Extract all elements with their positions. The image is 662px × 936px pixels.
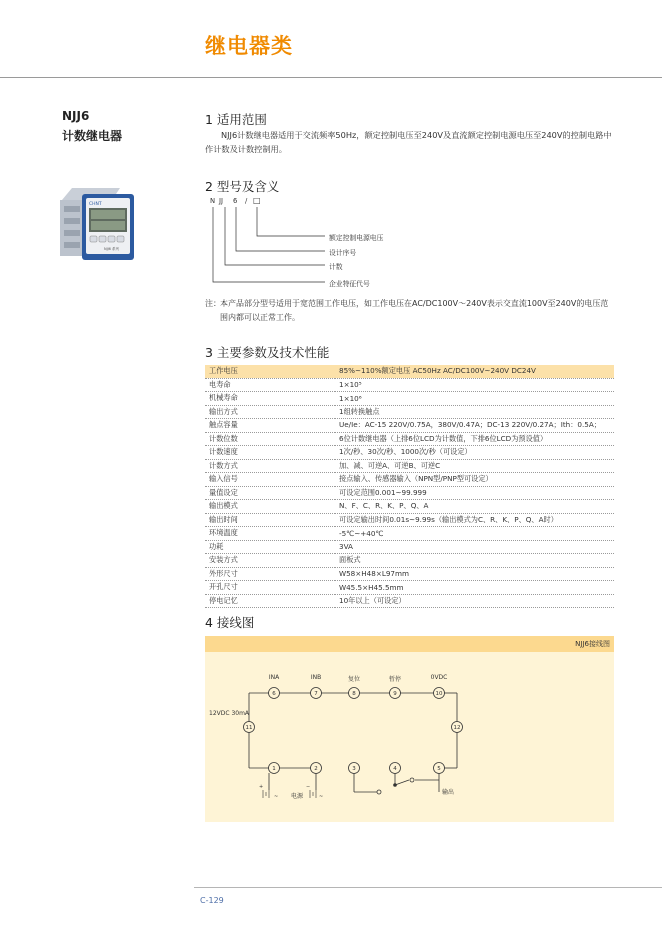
- param-value: 6位计数继电器（上排6位LCD为计数值，下排6位LCD为预设值）: [335, 432, 614, 446]
- top-label-ina: INA: [268, 674, 280, 681]
- wiring-diagram-label: NJJ6接线图: [575, 640, 610, 648]
- model-code-box: □: [253, 196, 261, 205]
- top-label-0vdc: 0VDC: [430, 674, 448, 681]
- param-key: 电寿命: [205, 378, 335, 392]
- param-key: 输出模式: [205, 500, 335, 514]
- param-value: 1×10⁶: [335, 392, 614, 406]
- model-meaning-voltage: 额定控制电源电压: [329, 234, 384, 242]
- param-key: 触点容量: [205, 419, 335, 433]
- param-row: [205, 365, 614, 378]
- model-code-jj: JJ: [219, 197, 224, 205]
- scope-text: NJJ6计数继电器适用于交流频率50Hz，额定控制电压至240V及直流额定控制电源电压至240V的控制电路中作计数及计数控制用。: [205, 130, 612, 154]
- param-value: 加、减、可逆A、可逆B、可逆C: [335, 459, 614, 473]
- terminal-6: 6: [272, 691, 276, 697]
- param-key: 工作电压: [205, 365, 335, 378]
- param-row: [205, 405, 614, 419]
- param-row: [205, 446, 614, 460]
- top-label-inb: INB: [310, 674, 322, 681]
- param-row: [205, 581, 614, 595]
- terminal-8: 8: [352, 691, 356, 697]
- param-value: W58×H48×L97mm: [335, 567, 614, 581]
- param-key: 外形尺寸: [205, 567, 335, 581]
- params-table: [205, 365, 614, 608]
- param-row: [205, 513, 614, 527]
- footer-divider: [194, 887, 662, 888]
- product-model: NJJ6: [62, 109, 90, 123]
- param-value: 1×10⁵: [335, 378, 614, 392]
- section-title-model: 2 型号及含义: [205, 179, 280, 194]
- model-code-6: 6: [233, 197, 238, 205]
- side-supply-label: 12VDC 30mA: [209, 710, 250, 717]
- param-key: 量值设定: [205, 486, 335, 500]
- param-row: [205, 432, 614, 446]
- terminal-12: 12: [453, 725, 461, 731]
- terminal-3: 3: [352, 766, 356, 772]
- param-row: [205, 459, 614, 473]
- model-meaning-count: 计数: [329, 263, 343, 271]
- param-value: -5℃~+40℃: [335, 527, 614, 541]
- power-minus-symbol: −: [306, 784, 311, 790]
- section-title-scope: 1 适用范围: [205, 112, 267, 127]
- param-value: 85%~110%额定电压 AC50Hz AC/DC100V~240V DC24V: [335, 365, 614, 378]
- param-key: 停电记忆: [205, 594, 335, 608]
- param-row: [205, 500, 614, 514]
- power-plus-symbol: +: [259, 784, 264, 790]
- terminal-4: 4: [393, 766, 397, 772]
- param-row: [205, 486, 614, 500]
- power-ac-symbol-1: ~: [274, 794, 279, 800]
- param-row: [205, 378, 614, 392]
- param-row: [205, 594, 614, 608]
- param-row: [205, 554, 614, 568]
- param-value: 1次/秒、30次/秒、1000次/秒（可设定）: [335, 446, 614, 460]
- power-ac-symbol-2: ~: [319, 794, 324, 800]
- param-row: [205, 419, 614, 433]
- param-value: 可设定输出时间0.01s~9.99s（输出模式为C、R、K、P、Q、A时）: [335, 513, 614, 527]
- param-key: 开孔尺寸: [205, 581, 335, 595]
- device-brand-label: CHNT: [89, 202, 102, 207]
- param-key: 输出时间: [205, 513, 335, 527]
- header-divider: [0, 77, 662, 78]
- param-row: [205, 540, 614, 554]
- model-code-slash: /: [245, 197, 248, 205]
- wiring-diagram: [205, 652, 614, 822]
- terminal-7: 7: [314, 691, 318, 697]
- param-row: [205, 527, 614, 541]
- param-value: N、F、C、R、K、P、Q、A: [335, 500, 614, 514]
- param-value: 1组转换触点: [335, 405, 614, 419]
- param-value: 面板式: [335, 554, 614, 568]
- param-value: 可设定范围0.001~99.999: [335, 486, 614, 500]
- param-key: 输出方式: [205, 405, 335, 419]
- top-label-reset: 复位: [347, 676, 361, 683]
- param-row: [205, 567, 614, 581]
- param-key: 计数方式: [205, 459, 335, 473]
- note-prefix: 注：: [205, 299, 221, 308]
- model-note: 本产品部分型号适用于宽范围工作电压，如工作电压在AC/DC100V～240V表示交直流100V至240V的电压范围内都可以正常工作。: [220, 299, 609, 322]
- section-title-params: 3 主要参数及技术性能: [205, 345, 330, 360]
- param-key: 计数速度: [205, 446, 335, 460]
- param-row: [205, 473, 614, 487]
- param-key: 功耗: [205, 540, 335, 554]
- terminal-2: 2: [314, 766, 318, 772]
- param-key: 机械寿命: [205, 392, 335, 406]
- product-name: 计数继电器: [62, 129, 123, 143]
- param-key: 安装方式: [205, 554, 335, 568]
- terminal-10: 10: [435, 691, 443, 697]
- terminal-9: 9: [393, 691, 397, 697]
- param-value: Ue/Ie：AC-15 220V/0.75A，380V/0.47A；DC-13 220V/0.27A；Ith：0.5A；: [335, 419, 614, 433]
- model-meaning-company: 企业特征代号: [329, 280, 370, 288]
- model-meaning-design: 设计序号: [329, 249, 357, 257]
- wiring-diagram-header: [205, 636, 614, 652]
- param-row: [205, 392, 614, 406]
- power-label: 电源: [291, 793, 304, 800]
- model-code-leaders: [205, 205, 335, 290]
- top-label-pause: 暂停: [388, 676, 402, 683]
- terminal-1: 1: [272, 766, 276, 772]
- param-value: W45.5×H45.5mm: [335, 581, 614, 595]
- section-title-wiring: 4 接线图: [205, 615, 255, 630]
- param-value: 接点输入、传感器输入（NPN型/PNP型可设定）: [335, 473, 614, 487]
- terminal-5: 5: [437, 766, 441, 772]
- device-model-label: NJJ6 系列: [104, 247, 120, 251]
- output-label: 输出: [442, 789, 455, 796]
- param-key: 输入信号: [205, 473, 335, 487]
- model-code-n: N: [210, 197, 216, 205]
- page-title: 继电器类: [205, 34, 293, 58]
- page-number: C-129: [200, 896, 224, 905]
- terminal-11: 11: [245, 725, 253, 731]
- param-key: 计数位数: [205, 432, 335, 446]
- param-value: 10年以上（可设定）: [335, 594, 614, 608]
- device-photo: [56, 180, 152, 266]
- param-value: 3VA: [335, 540, 614, 554]
- param-key: 环境温度: [205, 527, 335, 541]
